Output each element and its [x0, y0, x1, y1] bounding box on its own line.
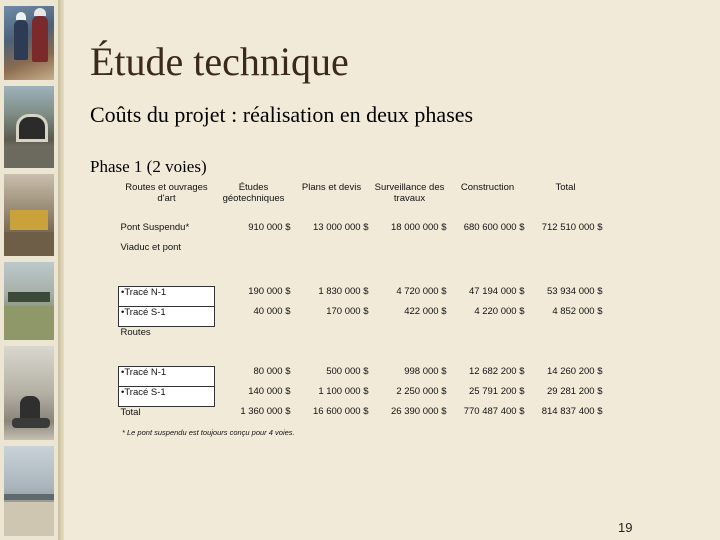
construction-site-photo — [4, 174, 54, 256]
tunnel-photo — [4, 86, 54, 168]
workers-photo — [4, 6, 54, 80]
cost-cell: 770 487 400 $ — [463, 406, 525, 417]
row-label: •Tracé N-1 — [119, 286, 215, 306]
table-row — [119, 286, 605, 306]
cost-cell: 53 934 000 $ — [547, 286, 603, 297]
header-cell: Études géotechniques — [222, 182, 285, 204]
cost-cell: 16 600 000 $ — [313, 406, 369, 417]
cost-cell: 1 100 000 $ — [318, 386, 369, 397]
table-row — [119, 386, 605, 406]
cost-cell: 18 000 000 $ — [391, 222, 447, 233]
cost-cell: 29 281 200 $ — [547, 386, 603, 397]
cost-cell: 814 837 400 $ — [541, 406, 603, 417]
cost-cell: 4 852 000 $ — [552, 306, 603, 317]
row-label: •Tracé N-1 — [119, 366, 215, 386]
header-cell: Surveillance des travaux — [374, 182, 445, 204]
cost-cell: 910 000 $ — [248, 222, 291, 233]
cost-cell: 422 000 $ — [404, 306, 447, 317]
cost-cell: 26 390 000 $ — [391, 406, 447, 417]
cost-cell: 190 000 $ — [248, 286, 291, 297]
cost-cell: 998 000 $ — [404, 366, 447, 377]
row-label: •Tracé S-1 — [119, 306, 215, 326]
header-cell: Routes et ouvrages d'art — [125, 182, 208, 204]
cost-cell: 2 250 000 $ — [396, 386, 447, 397]
table-row — [119, 222, 605, 242]
cost-cell: 1 360 000 $ — [240, 406, 291, 417]
field-photo — [4, 262, 54, 340]
section-label: Viaduc et pont — [120, 242, 182, 253]
section-row — [119, 242, 605, 286]
cost-cell: 1 830 000 $ — [318, 286, 369, 297]
table-row — [119, 306, 605, 326]
photo-sidebar — [0, 0, 58, 540]
row-label: •Tracé S-1 — [119, 386, 215, 406]
header-cell: Total — [555, 182, 576, 193]
row-label: Total — [120, 406, 141, 418]
section-label: Routes — [120, 326, 151, 338]
phase-heading: Phase 1 (2 voies) — [90, 157, 207, 176]
cost-cell: 170 000 $ — [326, 306, 369, 317]
table-header-row — [119, 182, 605, 222]
cost-cell: 14 260 200 $ — [547, 366, 603, 377]
cost-cell: 4 220 000 $ — [474, 306, 525, 317]
table-row — [119, 406, 605, 426]
cost-cell: 140 000 $ — [248, 386, 291, 397]
cost-cell: 40 000 $ — [253, 306, 291, 317]
header-cell: Plans et devis — [301, 182, 362, 193]
page-number: 19 — [618, 520, 633, 535]
sidebar-divider — [58, 0, 64, 540]
row-label: Pont Suspendu* — [120, 222, 190, 233]
cost-cell: 47 194 000 $ — [469, 286, 525, 297]
cost-cell: 25 791 200 $ — [469, 386, 525, 397]
section-row — [119, 326, 605, 366]
slide-title: Étude technique — [90, 39, 349, 84]
snowmobile-photo — [4, 346, 54, 440]
cost-cell: 712 510 000 $ — [541, 222, 603, 233]
header-cell: Construction — [460, 182, 515, 193]
cost-cell: 4 720 000 $ — [396, 286, 447, 297]
cost-table — [118, 182, 605, 426]
slide-subtitle: Coûts du projet : réalisation en deux phases — [90, 102, 474, 127]
cost-cell: 500 000 $ — [326, 366, 369, 377]
footnote: * Le pont suspendu est toujours conçu pour 4 voies. — [122, 428, 295, 437]
coastline-photo — [4, 446, 54, 536]
cost-cell: 80 000 $ — [253, 366, 291, 377]
cost-cell: 13 000 000 $ — [313, 222, 369, 233]
cost-cell: 12 682 200 $ — [469, 366, 525, 377]
table-row — [119, 366, 605, 386]
cost-cell: 680 600 000 $ — [463, 222, 525, 233]
